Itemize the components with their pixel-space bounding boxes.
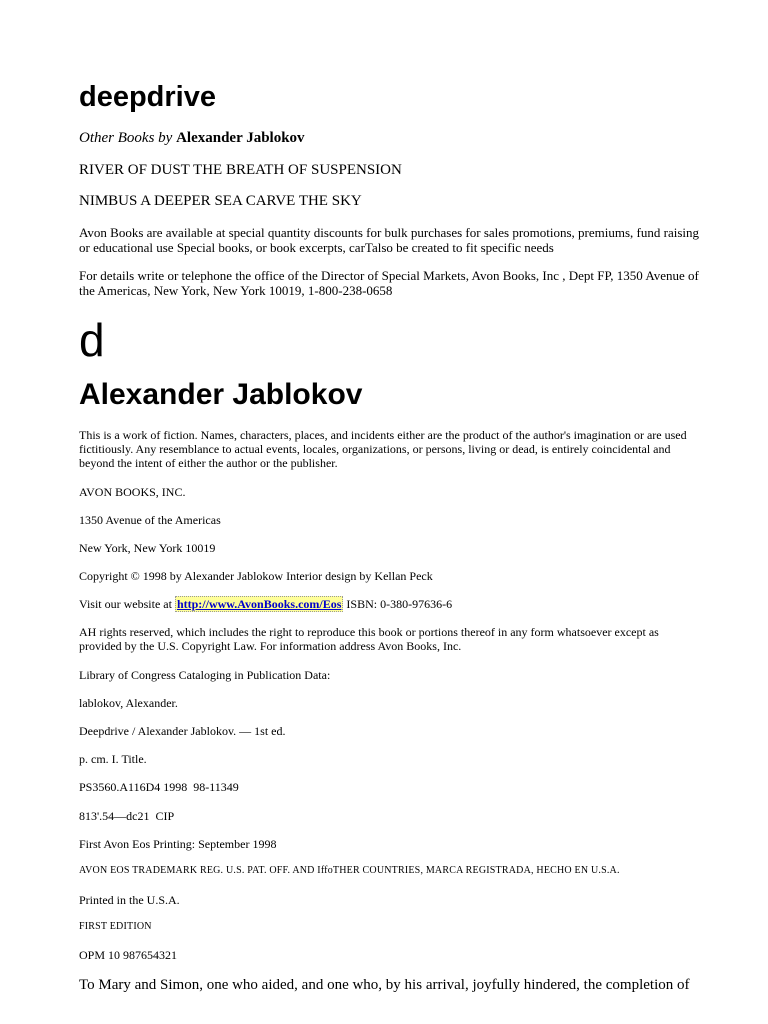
book-title: deepdrive: [79, 81, 216, 113]
other-books-author: Alexander Jablokov: [176, 130, 305, 146]
isbn: ISBN: 0-380-97636-6: [346, 597, 453, 611]
dedication-line: To Mary and Simon, one who aided, and one who, by his arrival, joyfully hindered, the completion of: [79, 977, 690, 993]
printed-in: Printed in the U.S.A.: [79, 893, 180, 907]
cip-title: Deepdrive / Alexander Jablokov. — 1st ed.: [79, 724, 286, 738]
other-books-line: [79, 129, 305, 147]
copyright-line: Copyright © 1998 by Alexander Jablokow Interior design by Kellan Peck: [79, 569, 433, 583]
cip-heading: Library of Congress Cataloging in Publication Data:: [79, 668, 331, 682]
special-markets-paragraph: For details write or telephone the office of the Director of Special Markets, Avon Books, Inc , Dept FP, 1350 Avenue of the Americas, New York, New York 10019, 1-800-238-0658: [79, 268, 699, 298]
trademark-line: AVON EOS TRADEMARK REG. U.S. PAT. OFF. AND IffoTHER COUNTRIES, MARCA REGISTRADA, HECHO EN U.S.A.: [79, 865, 620, 876]
website-prefix: Visit our website at: [79, 597, 172, 611]
rights-paragraph: AH rights reserved, which includes the right to reproduce this book or portions thereof in any form whatsoever except as provided by the U.S. Copyright Law. For information address Avon Books, Inc.: [79, 625, 659, 653]
author-heading: Alexander Jablokov: [79, 378, 363, 411]
cip-pcm: p. cm. I. Title.: [79, 752, 147, 766]
publisher-address-1: 1350 Avenue of the Americas: [79, 513, 221, 527]
special-sales-paragraph: Avon Books are available at special quantity discounts for bulk purchases for sales promotions, premiums, fund raising or educational use Special books, or book excerpts, carTalso be created to fit specific needs: [79, 225, 700, 255]
other-books-prefix: Other Books by: [79, 130, 173, 146]
publisher-address-2: New York, New York 10019: [79, 541, 216, 555]
publisher-name: AVON BOOKS, INC.: [79, 485, 186, 499]
website-link[interactable]: http://www.AvonBooks.com/Eos: [176, 597, 342, 611]
books-list-line-2: NIMBUS A DEEPER SEA CARVE THE SKY: [79, 193, 362, 209]
cip-classification: PS3560.A116D4 1998 98-11349: [79, 780, 239, 794]
fiction-notice: This is a work of fiction. Names, characters, places, and incidents either are the product of the author's imagination or are used fictitiously. Any resemblance to actual events, locales, organizations, or persons, living or dead, is entirely coincidental and beyond the intent of either the author or the publisher.: [79, 428, 687, 470]
website-line: [79, 597, 452, 611]
edition-line: FIRST EDITION: [79, 921, 152, 932]
drop-letter: d: [79, 314, 105, 366]
cip-dewey: 813'.54—dc21 CIP: [79, 809, 175, 823]
printing-line: First Avon Eos Printing: September 1998: [79, 837, 277, 851]
opm-line: OPM 10 987654321: [79, 948, 178, 962]
books-list-line-1: RIVER OF DUST THE BREATH OF SUSPENSION: [79, 162, 402, 178]
cip-author: lablokov, Alexander.: [79, 696, 178, 710]
